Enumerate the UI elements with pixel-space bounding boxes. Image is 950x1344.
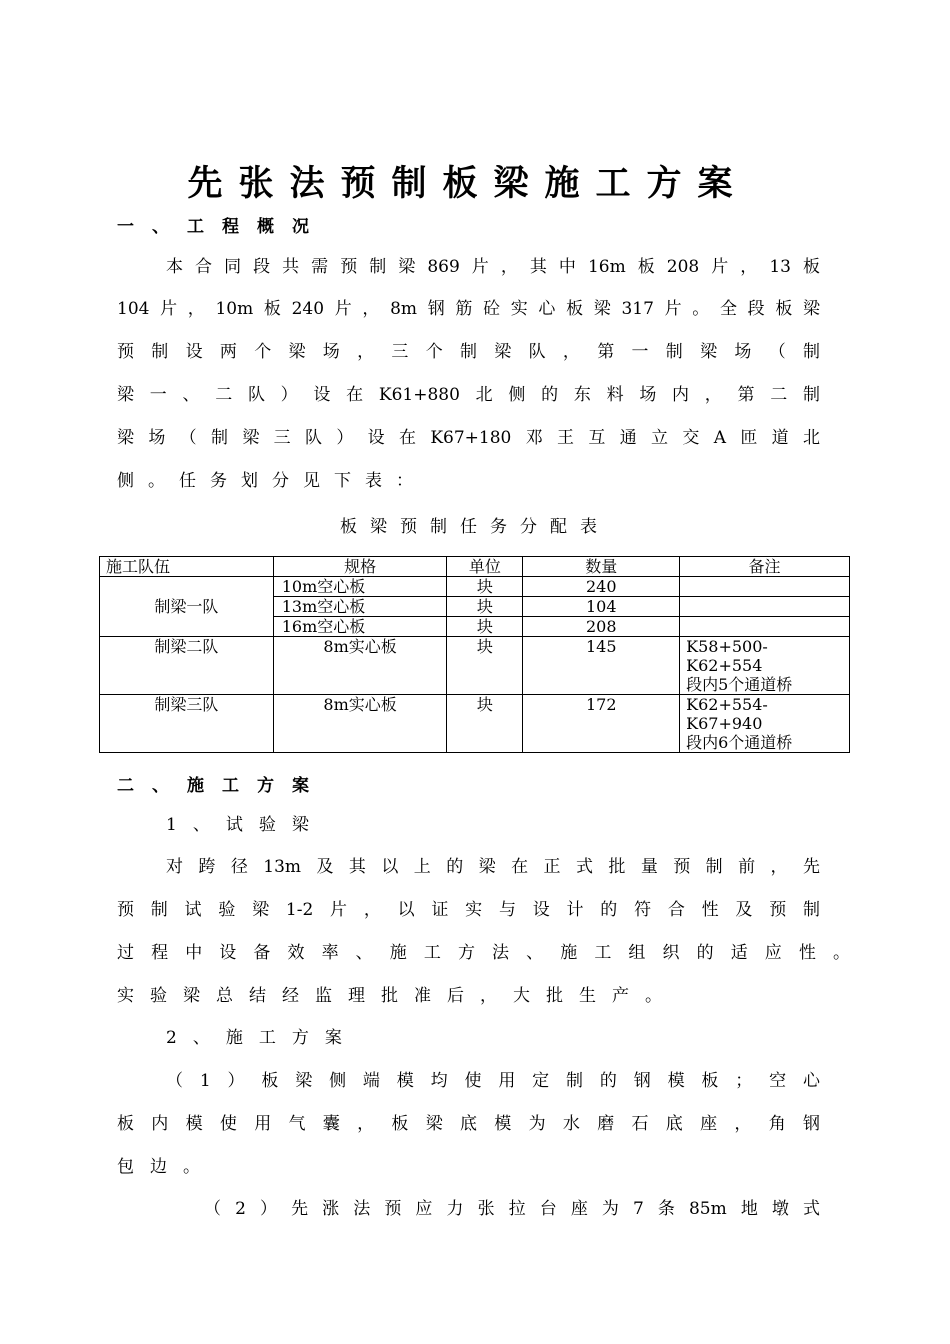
header-spec: 规格 [273,557,447,577]
team-name: 制梁一队 [100,577,274,637]
note-line: K62+554-K67+940 [686,695,768,733]
paragraph-line: 板内模使用气囊，板梁底模为水磨石底座，角钢 [117,1114,820,1134]
paragraph-line: 104片，10m板240片，8m钢筋砼实心板梁317片。全段板梁 [117,299,820,319]
paragraph-line: 实验梁总结经监理批准后，大批生产。 [117,986,678,1006]
paragraph-line: 过程中设备效率、施工方法、施工组织的适应性。 [117,943,850,963]
qty-cell: 145 [523,637,680,695]
table-row [100,637,850,695]
header-note: 备注 [680,557,850,577]
team-name: 制梁二队 [100,637,274,695]
document-title: 先张法预制板梁施工方案 [187,163,749,204]
unit-cell: 块 [447,617,523,637]
qty-cell: 172 [523,695,680,753]
note-cell [680,695,850,753]
section-heading-plan: 二、施工方案 [117,776,327,796]
paragraph-line: 本合同段共需预制梁869片，其中16m板208片，13板 [166,257,820,277]
paragraph-line: 对跨径13m及其以上的梁在正式批量预制前，先 [166,857,820,877]
unit-cell: 块 [447,695,523,753]
paragraph-line: 包边。 [117,1157,216,1177]
table-caption: 板梁预制任务分配表 [340,517,610,537]
spec-cell: 13m空心板 [273,597,447,617]
note-cell [680,617,850,637]
unit-cell: 块 [447,577,523,597]
unit-cell: 块 [447,637,523,695]
table-header-row [100,557,850,577]
note-line: 段内5个通道桥 [686,675,793,694]
note-line: K58+500-K62+554 [686,637,768,675]
task-allocation-table [99,556,850,753]
unit-cell: 块 [447,597,523,617]
note-cell [680,597,850,617]
spec-cell: 8m实心板 [273,637,447,695]
paragraph-line: 侧。任务划分见下表： [117,471,427,491]
qty-cell: 240 [523,577,680,597]
team-name: 制梁三队 [100,695,274,753]
spec-cell: 8m实心板 [273,695,447,753]
subsection-heading: 2、施工方案 [166,1028,358,1048]
table-row [100,695,850,753]
note-line: 段内6个通道桥 [686,733,793,752]
note-cell [680,637,850,695]
subsection-heading: 1、试验梁 [166,815,325,835]
qty-cell: 104 [523,597,680,617]
table-row [100,577,850,597]
header-unit: 单位 [447,557,523,577]
header-team: 施工队伍 [100,557,274,577]
header-qty: 数量 [523,557,680,577]
spec-cell: 10m空心板 [273,577,447,597]
qty-cell: 208 [523,617,680,637]
paragraph-line: （1）板梁侧端模均使用定制的钢模板；空心 [166,1071,820,1091]
section-heading-overview: 一、工程概况 [117,217,327,237]
paragraph-line: 梁场（制梁三队）设在K67+180邓王互通立交A匝道北 [117,428,820,448]
spec-cell: 16m空心板 [273,617,447,637]
paragraph-line: 预制设两个梁场，三个制梁队，第一制梁场（制 [117,342,820,362]
note-cell [680,577,850,597]
paragraph-line: 预制试验梁1-2片，以证实与设计的符合性及预制 [117,900,820,920]
paragraph-line: （2）先涨法预应力张拉台座为7条85m地墩式 [204,1199,820,1219]
paragraph-line: 梁一、二队）设在K61+880北侧的东料场内，第二制 [117,385,820,405]
